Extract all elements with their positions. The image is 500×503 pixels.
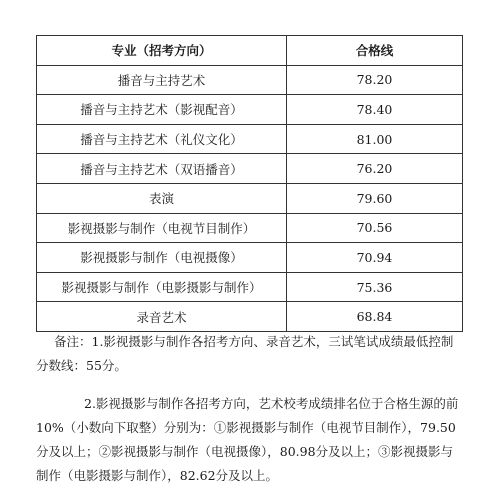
table-row: [37, 154, 463, 184]
major-cell: 影视摄影与制作（电视摄像）: [37, 243, 287, 273]
major-cell: 影视摄影与制作（电影摄影与制作）: [37, 272, 287, 302]
major-cell: 影视摄影与制作（电视节目制作）: [37, 213, 287, 243]
major-cell: 播音与主持艺术: [37, 65, 287, 95]
score-cell: 78.20: [287, 65, 463, 95]
major-cell: 表演: [37, 183, 287, 213]
table-row: [37, 124, 463, 154]
table-row: [37, 95, 463, 125]
note-2: 2.影视摄影与制作各招考方向，艺术校考成绩排名位于合格生源的前10%（小数向下取整）分别为：①影视摄影与制作（电视节目制作），79.50分及以上；②影视摄影与制作（电视摄像），80.98分及以上；③影视摄影与制作（电影摄影与制作），82.62分及以上。: [36, 396, 459, 483]
score-cell: 78.40: [287, 95, 463, 125]
notes-section: [36, 330, 460, 488]
table-row: [37, 272, 463, 302]
score-table: [36, 35, 463, 332]
score-cell: 75.36: [287, 272, 463, 302]
header-score: 合格线: [287, 36, 463, 66]
score-cell: 68.84: [287, 302, 463, 332]
header-major: 专业（招考方向）: [37, 36, 287, 66]
major-cell: 播音与主持艺术（礼仪文化）: [37, 124, 287, 154]
major-cell: 播音与主持艺术（影视配音）: [37, 95, 287, 125]
table-row: [37, 302, 463, 332]
table-row: [37, 213, 463, 243]
table-row: [37, 65, 463, 95]
score-cell: 76.20: [287, 154, 463, 184]
note-1: 备注：1.影视摄影与制作各招考方向、录音艺术，三试笔试成绩最低控制分数线：55分。: [36, 334, 454, 373]
table-header-row: [37, 36, 463, 66]
major-cell: 录音艺术: [37, 302, 287, 332]
score-cell: 81.00: [287, 124, 463, 154]
score-cell: 79.60: [287, 183, 463, 213]
table-row: [37, 243, 463, 273]
major-cell: 播音与主持艺术（双语播音）: [37, 154, 287, 184]
score-cell: 70.94: [287, 243, 463, 273]
score-cell: 70.56: [287, 213, 463, 243]
table-row: [37, 183, 463, 213]
